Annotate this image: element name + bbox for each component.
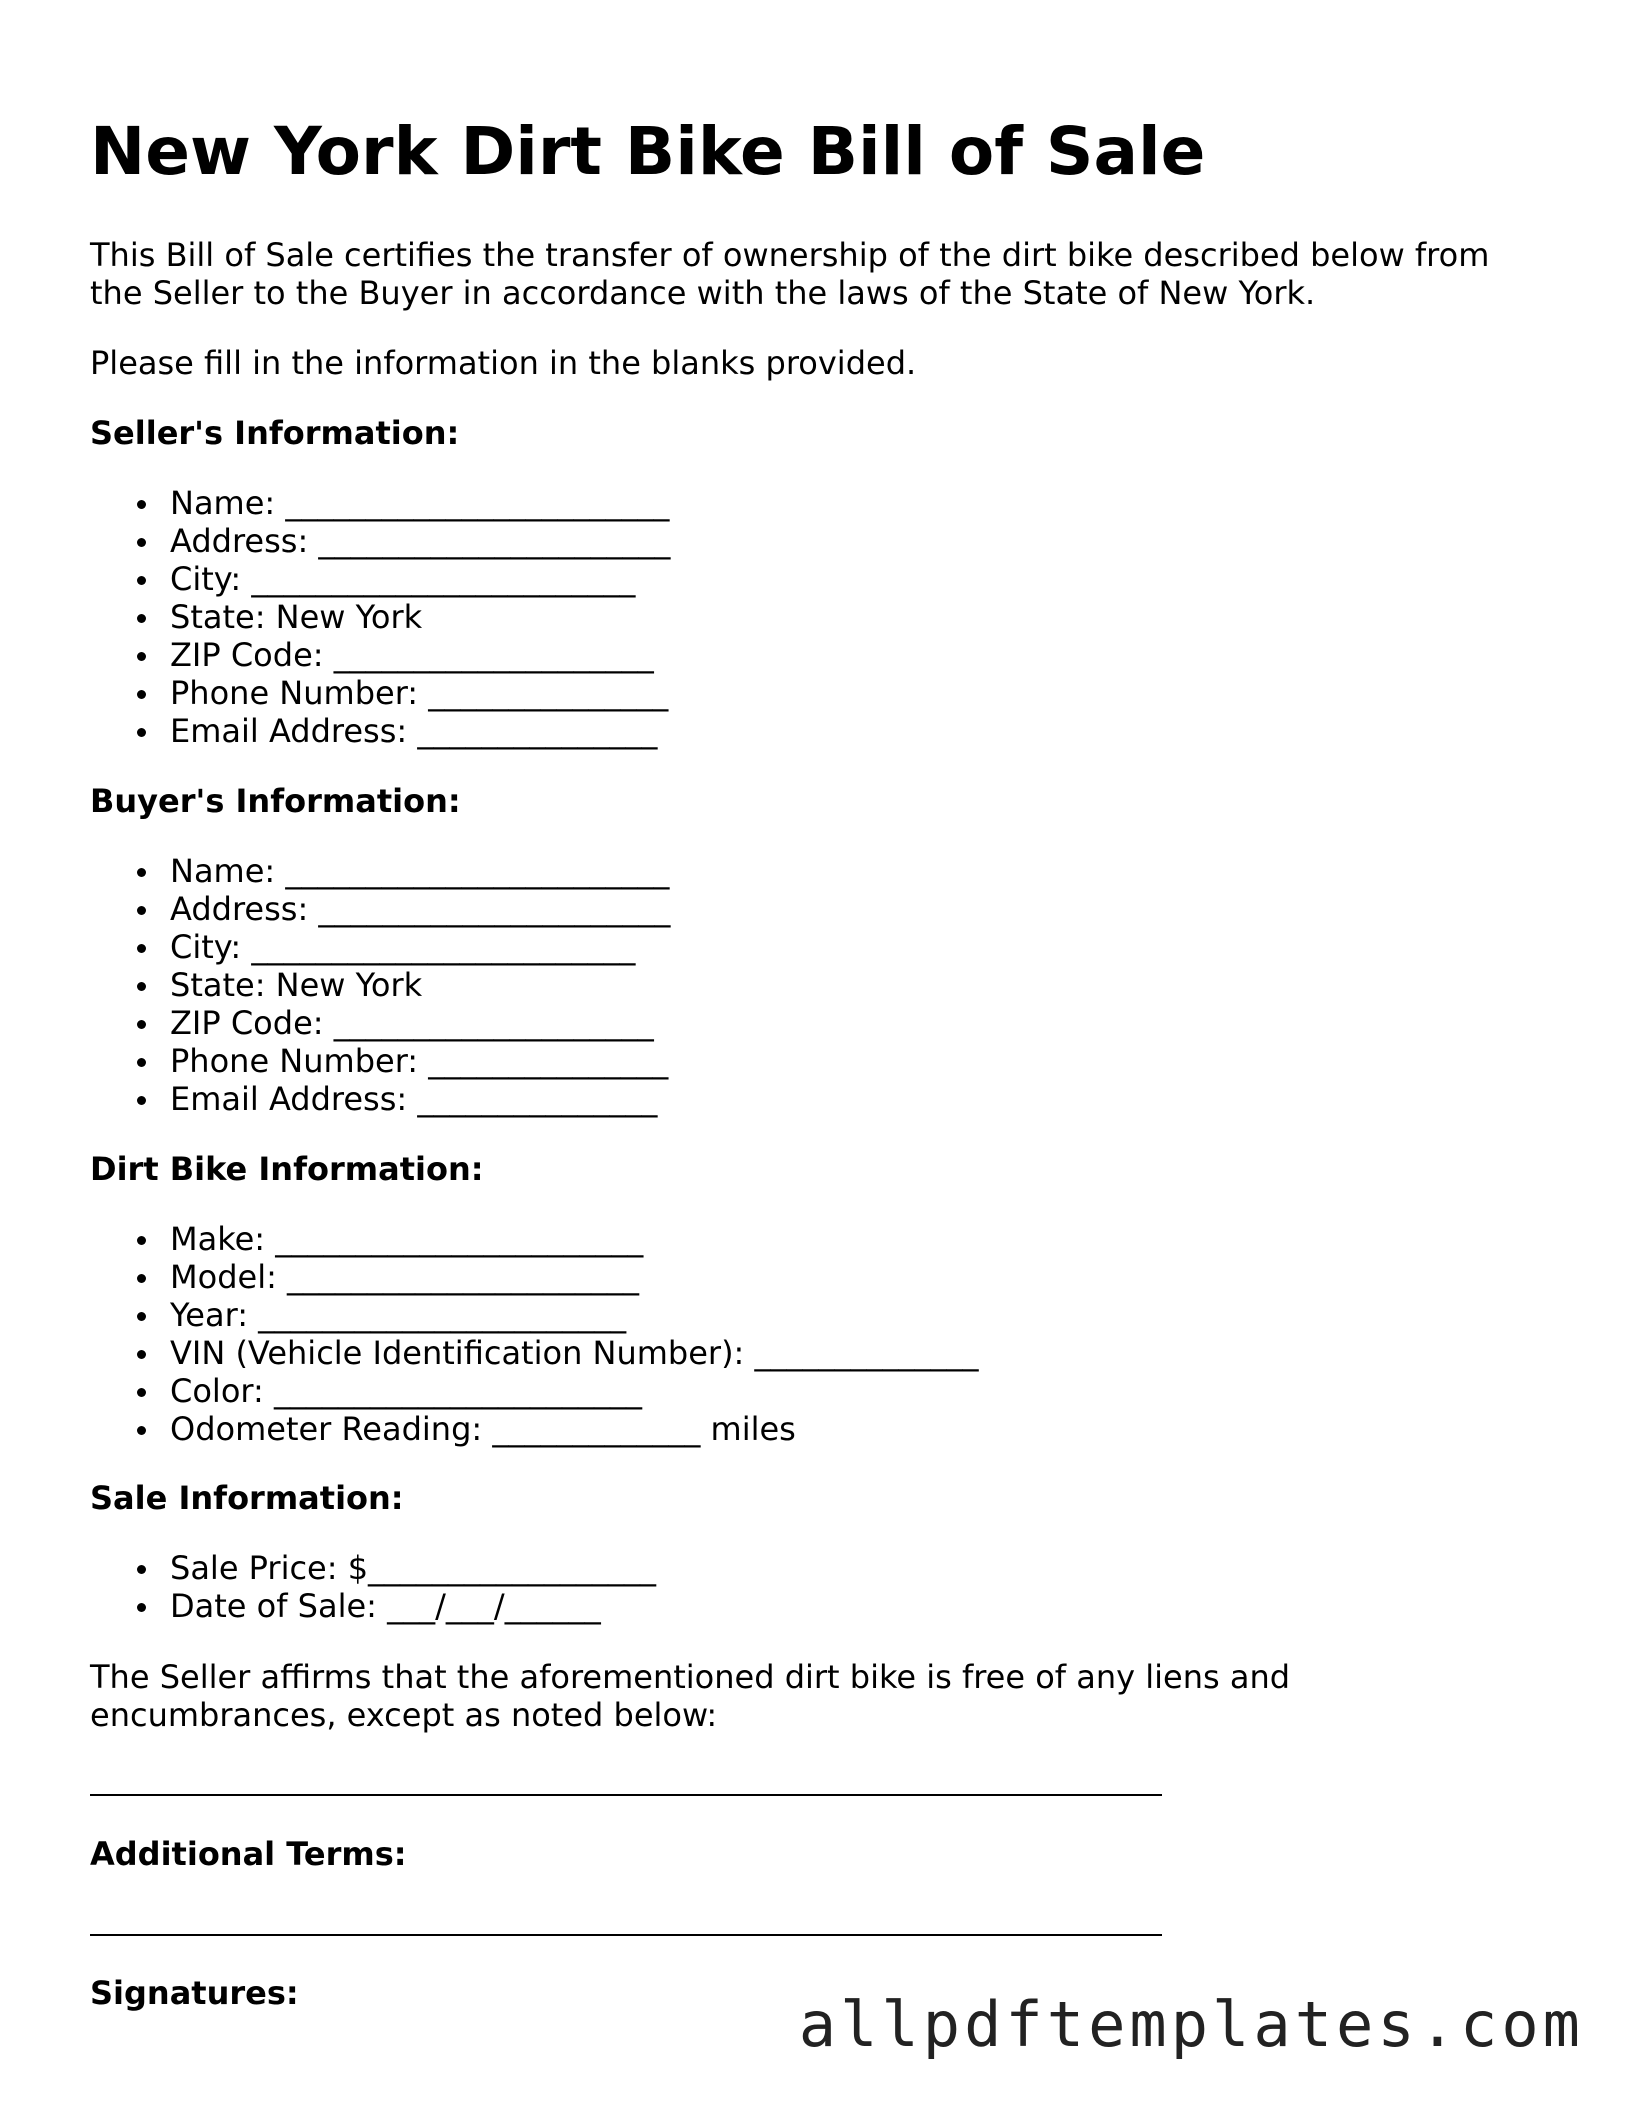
bike-make-field[interactable]: Make: _______________________ (90, 1220, 979, 1258)
bike-color-field[interactable]: Color: _______________________ (90, 1372, 979, 1410)
intro-paragraph: This Bill of Sale certifies the transfer of ownership of the dirt bike described below from the Seller to the Buyer in accordance with the laws of the State of New York. (90, 236, 1490, 312)
buyer-city-field[interactable]: City: ________________________ (90, 928, 670, 966)
bike-heading: Dirt Bike Information: (90, 1150, 484, 1188)
additional-terms-heading: Additional Terms: (90, 1835, 407, 1873)
additional-terms-line[interactable] (90, 1934, 1162, 1936)
sale-price-field[interactable]: Sale Price: $__________________ (90, 1549, 656, 1587)
buyer-zip-field[interactable]: ZIP Code: ____________________ (90, 1004, 670, 1042)
sale-fields-list (90, 1549, 656, 1625)
sale-heading: Sale Information: (90, 1479, 404, 1517)
buyer-phone-field[interactable]: Phone Number: _______________ (90, 1042, 670, 1080)
seller-phone-field[interactable]: Phone Number: _______________ (90, 674, 670, 712)
document-title: New York Dirt Bike Bill of Sale (90, 113, 1206, 190)
liens-notes-line[interactable] (90, 1794, 1162, 1796)
bike-vin-field[interactable]: VIN (Vehicle Identification Number): ______________ (90, 1334, 979, 1372)
seller-heading: Seller's Information: (90, 414, 460, 452)
buyer-name-field[interactable]: Name: ________________________ (90, 852, 670, 890)
seller-city-field[interactable]: City: ________________________ (90, 560, 670, 598)
buyer-address-field[interactable]: Address: ______________________ (90, 890, 670, 928)
watermark-text: allpdftemplates.com (798, 1988, 1584, 2061)
bike-model-field[interactable]: Model: ______________________ (90, 1258, 979, 1296)
liens-paragraph: The Seller affirms that the aforementioned dirt bike is free of any liens and encumbrances, except as noted below: (90, 1658, 1291, 1734)
instructions-paragraph: Please fill in the information in the blanks provided. (90, 344, 917, 382)
signatures-heading: Signatures: (90, 1974, 299, 2012)
buyer-heading: Buyer's Information: (90, 782, 461, 820)
bike-year-field[interactable]: Year: _______________________ (90, 1296, 979, 1334)
bike-odometer-field[interactable]: Odometer Reading: _____________ miles (90, 1410, 979, 1448)
seller-address-field[interactable]: Address: ______________________ (90, 522, 670, 560)
buyer-fields-list (90, 852, 670, 1118)
bike-fields-list (90, 1220, 979, 1448)
buyer-email-field[interactable]: Email Address: _______________ (90, 1080, 670, 1118)
seller-email-field[interactable]: Email Address: _______________ (90, 712, 670, 750)
seller-state-field: State: New York (90, 598, 670, 636)
seller-fields-list (90, 484, 670, 750)
seller-name-field[interactable]: Name: ________________________ (90, 484, 670, 522)
seller-zip-field[interactable]: ZIP Code: ____________________ (90, 636, 670, 674)
sale-date-field[interactable]: Date of Sale: ___/___/______ (90, 1587, 656, 1625)
buyer-state-field: State: New York (90, 966, 670, 1004)
